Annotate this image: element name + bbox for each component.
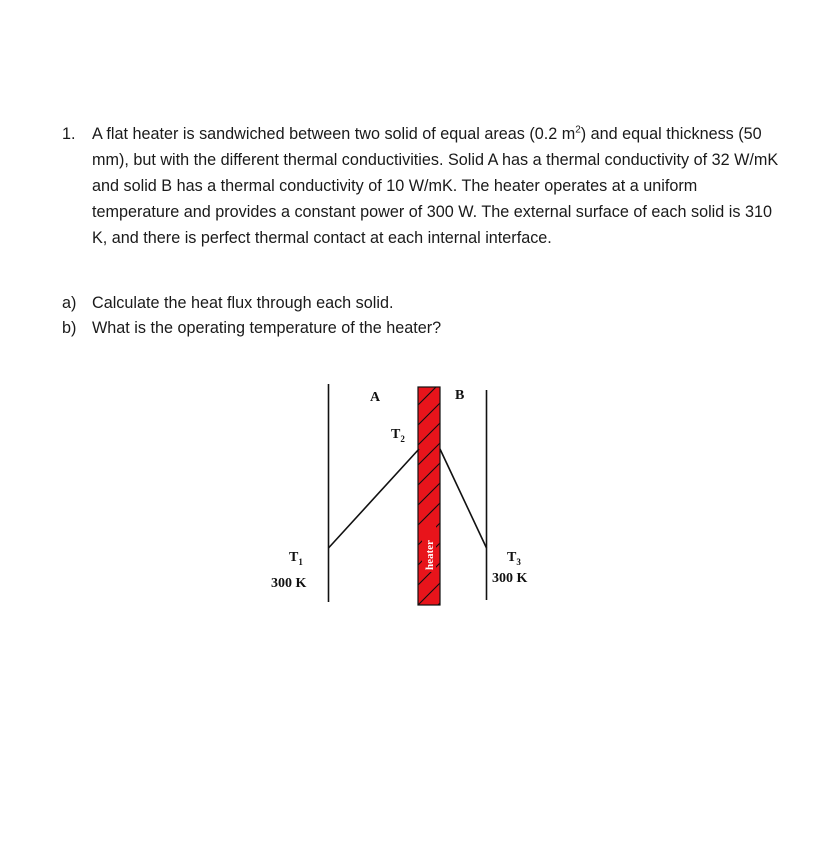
question-a-text: Calculate the heat flux through each solid.	[92, 294, 394, 312]
problem-number: 1.	[62, 125, 76, 143]
heater	[418, 383, 440, 625]
solid-a-label: A	[370, 390, 381, 405]
problem-text-after: ) and equal thickness (50 mm), but with the different thermal conductivities. Solid A has a thermal conductivity of 32 W/mK and solid B has a thermal conductivity of 10 W/mK. The heater operates at a uniform temperature and provides a constant power of 300 W. The external surface of each solid is 310 K, and there is perfect thermal contact at each internal interface.	[92, 125, 779, 247]
t3-subscript: 3	[516, 557, 521, 567]
t2-label	[391, 427, 405, 444]
t1-value: 300 K	[271, 576, 307, 591]
t1-subscript: 1	[298, 557, 303, 567]
question-a-label: a)	[62, 294, 77, 312]
t3-value: 300 K	[492, 571, 528, 586]
t2-symbol: T	[391, 427, 401, 442]
problem-text-before: A flat heater is sandwiched between two solid of equal areas (0.2 m	[92, 125, 576, 143]
temperature-profile-solid-a	[329, 449, 420, 548]
heater-body	[418, 387, 440, 605]
heater-label: heater	[424, 540, 436, 570]
temperature-profile-solid-b	[440, 449, 487, 548]
t3-symbol: T	[507, 550, 517, 565]
question-b-label: b)	[62, 319, 77, 337]
area-unit-exponent: 2	[575, 124, 581, 136]
question-b-text: What is the operating temperature of the heater?	[92, 319, 442, 337]
solid-b-label: B	[455, 388, 465, 403]
t2-subscript: 2	[400, 434, 405, 444]
t3-label	[507, 550, 521, 567]
t1-symbol: T	[289, 550, 299, 565]
t1-label	[289, 550, 303, 567]
